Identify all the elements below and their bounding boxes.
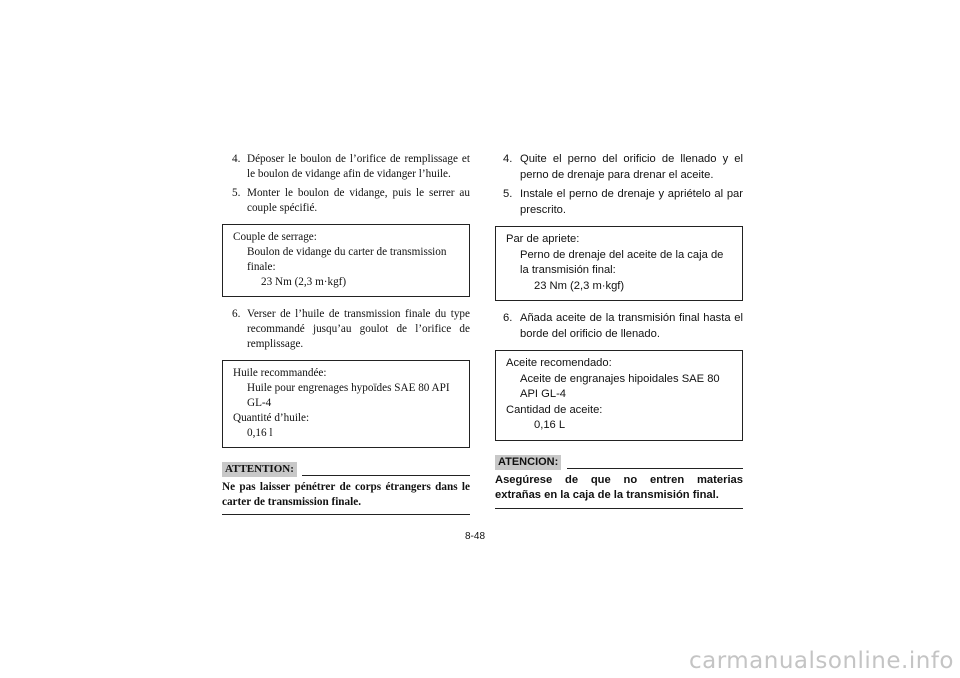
oil-spec-box-es xyxy=(495,350,743,441)
step-text: Instale el perno de drenaje y apriételo al par prescrito. xyxy=(520,188,743,216)
oil-value: Huile pour engrenages hypoïdes SAE 80 API GL-4 xyxy=(247,382,450,409)
step-5-es xyxy=(495,187,743,218)
step-text: Déposer le boulon de l’orifice de remplissage et le boulon de vidange afin de vidanger l’huile. xyxy=(247,153,470,180)
warning-header-es xyxy=(495,455,743,470)
step-4-fr xyxy=(222,152,470,182)
quantity-value: 0,16 l xyxy=(247,427,273,439)
torque-spec-box-fr xyxy=(222,224,470,297)
watermark: carmanualsonline.info xyxy=(688,648,954,674)
step-number: 5. xyxy=(232,187,241,199)
step-6-es xyxy=(495,311,743,342)
step-text: Monter le boulon de vidange, puis le serrer au couple spécifié. xyxy=(247,187,470,214)
step-5-fr xyxy=(222,186,470,216)
oil-value: Aceite de engranajes hipoidales SAE 80 API GL-4 xyxy=(520,372,720,400)
torque-value: 23 Nm (2,3 m·kgf) xyxy=(534,279,625,292)
step-4-es xyxy=(495,152,743,183)
step-number: 4. xyxy=(503,153,513,165)
step-text: Verser de l’huile de transmission finale du type recommandé jusqu’au goulot de l’orifice de remplissage. xyxy=(247,308,470,350)
oil-label: Huile recommandée: xyxy=(233,367,327,379)
torque-spec-box-es xyxy=(495,226,743,301)
torque-item: Perno de drenaje del aceite de la caja de la transmisión final: xyxy=(520,248,724,276)
quantity-label: Cantidad de aceite: xyxy=(506,403,603,416)
step-number: 4. xyxy=(232,153,241,165)
warning-tag: ATTENTION: xyxy=(222,462,297,477)
step-number: 6. xyxy=(503,312,513,324)
warning-text-fr: Ne pas laisser pénétrer de corps étrangers dans le carter de transmission finale. xyxy=(222,480,470,515)
warning-header-fr xyxy=(222,462,470,477)
step-text: Añada aceite de la transmisión final hasta el borde del orificio de llenado. xyxy=(520,312,743,340)
torque-label: Couple de serrage: xyxy=(233,231,317,243)
warning-tag: ATENCION: xyxy=(495,455,561,470)
torque-label: Par de apriete: xyxy=(506,233,580,245)
quantity-value: 0,16 L xyxy=(534,419,566,431)
oil-spec-box-fr xyxy=(222,360,470,448)
step-number: 6. xyxy=(232,308,241,320)
oil-label: Aceite recomendado: xyxy=(506,357,612,369)
warning-text-es: Asegúrese de que no entren materias extrañas en la caja de la transmisión final. xyxy=(495,473,743,509)
warning-rule xyxy=(302,475,470,476)
step-text: Quite el perno del orificio de llenado y el perno de drenaje para drenar el aceite. xyxy=(520,153,743,181)
step-number: 5. xyxy=(503,188,513,200)
step-6-fr xyxy=(222,307,470,352)
quantity-label: Quantité d’huile: xyxy=(233,412,310,424)
spanish-column xyxy=(495,152,743,509)
torque-item: Boulon de vidange du carter de transmission finale: xyxy=(247,246,447,273)
warning-rule xyxy=(567,468,743,469)
french-column xyxy=(222,152,470,515)
torque-value: 23 Nm (2,3 m·kgf) xyxy=(261,276,347,288)
page-number: 8-48 xyxy=(465,531,486,542)
